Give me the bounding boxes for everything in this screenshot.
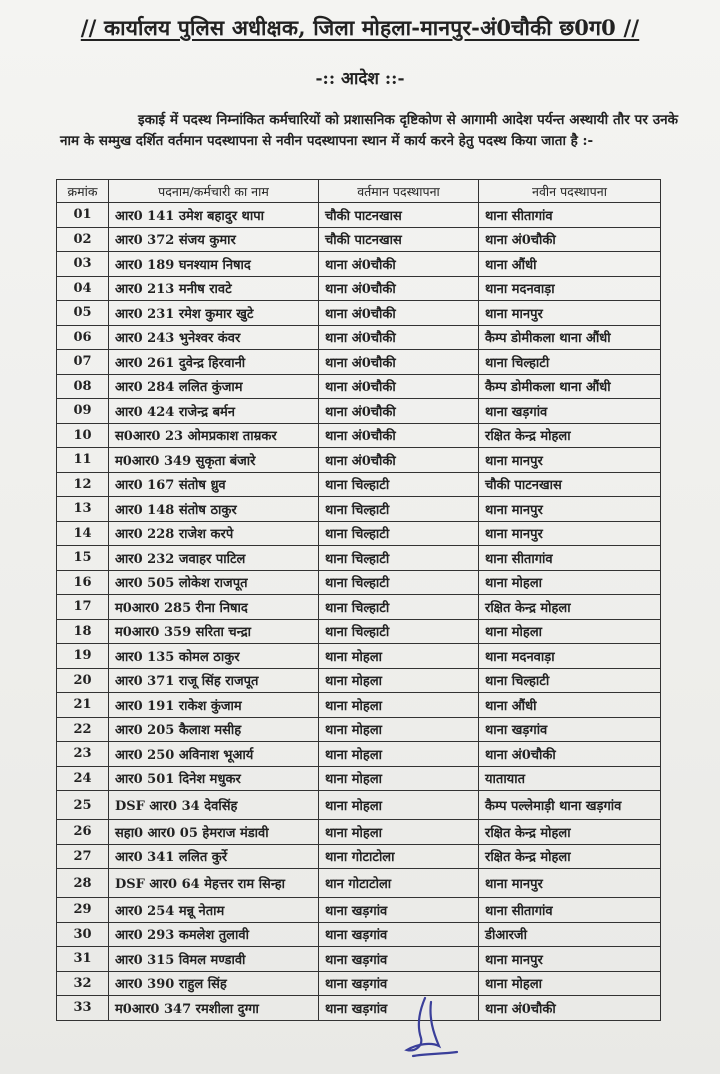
cell-serial: 16 <box>57 570 109 595</box>
cell-name: आर0 148 संतोष ठाकुर <box>109 497 319 522</box>
table-row <box>57 947 661 972</box>
cell-serial: 06 <box>57 325 109 350</box>
cell-current-posting: थाना चिल्हाटी <box>319 546 479 571</box>
cell-current-posting: थाना खड़गांव <box>319 947 479 972</box>
cell-new-posting: थाना अं0चौकी <box>479 996 661 1021</box>
cell-current-posting: थाना खड़गांव <box>319 971 479 996</box>
table-row <box>57 374 661 399</box>
cell-new-posting: थाना मानपुर <box>479 301 661 326</box>
cell-new-posting: थाना मानपुर <box>479 448 661 473</box>
cell-name: आर0 424 राजेन्द्र बर्मन <box>109 399 319 424</box>
table-row <box>57 742 661 767</box>
table-row <box>57 448 661 473</box>
intro-paragraph: इकाई में पदस्थ निम्नांकित कर्मचारियों को प्रशासनिक दृष्टिकोण से आगामी आदेश पर्यन्त अस्थायी तौर पर उनके नाम के सम्मुख दर्शित वर्तमान पदस्थापना से नवीन पदस्थापना स्थान में कार्य करने हेतु पदस्थ किया जाता है :- <box>60 112 678 149</box>
table-row <box>57 570 661 595</box>
cell-serial: 18 <box>57 619 109 644</box>
cell-name: आर0 372 संजय कुमार <box>109 227 319 252</box>
cell-name: आर0 250 अविनाश भूआर्य <box>109 742 319 767</box>
cell-current-posting: थाना अं0चौकी <box>319 448 479 473</box>
cell-name: आर0 254 मन्नू नेताम <box>109 898 319 923</box>
table-row <box>57 922 661 947</box>
cell-current-posting: थाना अं0चौकी <box>319 301 479 326</box>
cell-serial: 33 <box>57 996 109 1021</box>
table-row <box>57 276 661 301</box>
cell-current-posting: चौकी पाटनखास <box>319 227 479 252</box>
cell-serial: 25 <box>57 791 109 820</box>
cell-current-posting: थाना मोहला <box>319 644 479 669</box>
cell-current-posting: थाना मोहला <box>319 717 479 742</box>
cell-new-posting: यातायात <box>479 766 661 791</box>
table-row <box>57 399 661 424</box>
cell-serial: 19 <box>57 644 109 669</box>
cell-name: आर0 315 विमल मण्डावी <box>109 947 319 972</box>
cell-serial: 21 <box>57 693 109 718</box>
table-row <box>57 996 661 1021</box>
cell-new-posting: थाना खड़गांव <box>479 717 661 742</box>
cell-current-posting: थाना मोहला <box>319 820 479 845</box>
cell-current-posting: थाना चिल्हाटी <box>319 497 479 522</box>
cell-new-posting: थाना चिल्हाटी <box>479 350 661 375</box>
cell-serial: 17 <box>57 595 109 620</box>
cell-name: आर0 505 लोकेश राजपूत <box>109 570 319 595</box>
cell-name: आर0 341 ललित कुर्रे <box>109 844 319 869</box>
cell-current-posting: थाना खड़गांव <box>319 898 479 923</box>
cell-name: आर0 213 मनीष रावटे <box>109 276 319 301</box>
cell-new-posting: थाना सीतागांव <box>479 898 661 923</box>
cell-name: आर0 243 भुनेश्वर कंवर <box>109 325 319 350</box>
cell-name: आर0 191 राकेश कुंजाम <box>109 693 319 718</box>
cell-serial: 27 <box>57 844 109 869</box>
table-row <box>57 717 661 742</box>
table-row <box>57 766 661 791</box>
cell-current-posting: थाना मोहला <box>319 742 479 767</box>
cell-name: DSF आर0 64 मेहत्तर राम सिन्हा <box>109 869 319 898</box>
cell-serial: 31 <box>57 947 109 972</box>
cell-name: म0आर0 347 रमशीला दुग्गा <box>109 996 319 1021</box>
cell-name: आर0 141 उमेश बहादुर थापा <box>109 203 319 228</box>
cell-current-posting: थाना गोटाटोला <box>319 844 479 869</box>
cell-current-posting: थान गोटाटोला <box>319 869 479 898</box>
cell-serial: 13 <box>57 497 109 522</box>
cell-current-posting: थाना अं0चौकी <box>319 325 479 350</box>
cell-current-posting: थाना चिल्हाटी <box>319 472 479 497</box>
cell-serial: 23 <box>57 742 109 767</box>
cell-serial: 32 <box>57 971 109 996</box>
header-serial: क्रमांक <box>57 180 109 203</box>
table-row <box>57 546 661 571</box>
cell-current-posting: थाना चिल्हाटी <box>319 619 479 644</box>
table-header-row <box>57 180 661 203</box>
cell-current-posting: थाना मोहला <box>319 766 479 791</box>
cell-current-posting: चौकी पाटनखास <box>319 203 479 228</box>
table-row <box>57 203 661 228</box>
cell-current-posting: थाना अं0चौकी <box>319 276 479 301</box>
table-row <box>57 693 661 718</box>
order-title: -:: आदेश ::- <box>315 69 405 89</box>
table-row <box>57 844 661 869</box>
cell-new-posting: रक्षित केन्द्र मोहला <box>479 595 661 620</box>
cell-serial: 04 <box>57 276 109 301</box>
cell-name: आर0 231 रमेश कुमार खुटे <box>109 301 319 326</box>
cell-name: आर0 371 राजू सिंह राजपूत <box>109 668 319 693</box>
cell-new-posting: थाना मानपुर <box>479 521 661 546</box>
table-row <box>57 595 661 620</box>
cell-new-posting: थाना मानपुर <box>479 869 661 898</box>
cell-new-posting: थाना मदनवाड़ा <box>479 276 661 301</box>
cell-name: आर0 293 कमलेश तुलावी <box>109 922 319 947</box>
cell-serial: 30 <box>57 922 109 947</box>
cell-new-posting: रक्षित केन्द्र मोहला <box>479 844 661 869</box>
cell-serial: 09 <box>57 399 109 424</box>
cell-name: आर0 167 संतोष ध्रुव <box>109 472 319 497</box>
table-row <box>57 252 661 277</box>
table-row <box>57 820 661 845</box>
table-row <box>57 644 661 669</box>
cell-serial: 08 <box>57 374 109 399</box>
cell-name: आर0 189 घनश्याम निषाद <box>109 252 319 277</box>
table-row <box>57 227 661 252</box>
cell-serial: 07 <box>57 350 109 375</box>
cell-new-posting: थाना सीतागांव <box>479 546 661 571</box>
table-row <box>57 619 661 644</box>
cell-serial: 15 <box>57 546 109 571</box>
cell-new-posting: थाना औंधी <box>479 252 661 277</box>
cell-serial: 26 <box>57 820 109 845</box>
transfer-table <box>56 179 661 1021</box>
cell-name: म0आर0 285 रीना निषाद <box>109 595 319 620</box>
cell-serial: 03 <box>57 252 109 277</box>
table-row <box>57 791 661 820</box>
table-row <box>57 472 661 497</box>
cell-serial: 12 <box>57 472 109 497</box>
cell-new-posting: रक्षित केन्द्र मोहला <box>479 423 661 448</box>
table-row <box>57 423 661 448</box>
cell-name: स0आर0 23 ओमप्रकाश ताम्रकर <box>109 423 319 448</box>
cell-new-posting: थाना चिल्हाटी <box>479 668 661 693</box>
cell-serial: 10 <box>57 423 109 448</box>
cell-new-posting: रक्षित केन्द्र मोहला <box>479 820 661 845</box>
cell-name: म0आर0 359 सरिता चन्द्रा <box>109 619 319 644</box>
cell-new-posting: कैम्प पल्लेमाड़ी थाना खड़गांव <box>479 791 661 820</box>
cell-name: DSF आर0 34 देवसिंह <box>109 791 319 820</box>
cell-current-posting: थाना चिल्हाटी <box>319 570 479 595</box>
cell-new-posting: थाना मानपुर <box>479 947 661 972</box>
cell-new-posting: थाना सीतागांव <box>479 203 661 228</box>
cell-new-posting: थाना मानपुर <box>479 497 661 522</box>
cell-current-posting: थाना मोहला <box>319 791 479 820</box>
cell-serial: 24 <box>57 766 109 791</box>
cell-new-posting: थाना मोहला <box>479 619 661 644</box>
cell-new-posting: थाना मोहला <box>479 971 661 996</box>
table-row <box>57 971 661 996</box>
cell-current-posting: थाना अं0चौकी <box>319 374 479 399</box>
table-row <box>57 325 661 350</box>
cell-current-posting: थाना अं0चौकी <box>319 423 479 448</box>
cell-current-posting: थाना चिल्हाटी <box>319 595 479 620</box>
cell-serial: 02 <box>57 227 109 252</box>
cell-current-posting: थाना अं0चौकी <box>319 399 479 424</box>
cell-current-posting: थाना खड़गांव <box>319 996 479 1021</box>
cell-new-posting: थाना अं0चौकी <box>479 742 661 767</box>
cell-name: म0आर0 349 सुकृता बंजारे <box>109 448 319 473</box>
cell-new-posting: चौकी पाटनखास <box>479 472 661 497</box>
cell-current-posting: थाना मोहला <box>319 668 479 693</box>
cell-name: आर0 261 दुवेन्द्र हिरवानी <box>109 350 319 375</box>
office-title: // कार्यालय पुलिस अधीक्षक, जिला मोहला-मानपुर-अं0चौकी छ0ग0 // <box>80 15 640 40</box>
table-row <box>57 869 661 898</box>
cell-name: आर0 205 कैलाश मसीह <box>109 717 319 742</box>
cell-new-posting: थाना मदनवाड़ा <box>479 644 661 669</box>
cell-name: आर0 232 जवाहर पाटिल <box>109 546 319 571</box>
cell-new-posting: कैम्प डोमीकला थाना औंधी <box>479 374 661 399</box>
header-name: पदनाम/कर्मचारी का नाम <box>109 180 319 203</box>
table-row <box>57 521 661 546</box>
table-row <box>57 301 661 326</box>
cell-serial: 11 <box>57 448 109 473</box>
cell-serial: 20 <box>57 668 109 693</box>
signature <box>395 992 465 1062</box>
cell-new-posting: थाना अं0चौकी <box>479 227 661 252</box>
cell-serial: 29 <box>57 898 109 923</box>
cell-new-posting: डीआरजी <box>479 922 661 947</box>
table-row <box>57 497 661 522</box>
cell-name: आर0 501 दिनेश मधुकर <box>109 766 319 791</box>
cell-serial: 01 <box>57 203 109 228</box>
cell-current-posting: थाना अं0चौकी <box>319 252 479 277</box>
cell-new-posting: थाना मोहला <box>479 570 661 595</box>
cell-current-posting: थाना खड़गांव <box>319 922 479 947</box>
cell-current-posting: थाना चिल्हाटी <box>319 521 479 546</box>
cell-serial: 05 <box>57 301 109 326</box>
cell-serial: 22 <box>57 717 109 742</box>
cell-current-posting: थाना अं0चौकी <box>319 350 479 375</box>
cell-name: आर0 135 कोमल ठाकुर <box>109 644 319 669</box>
cell-new-posting: कैम्प डोमीकला थाना औंधी <box>479 325 661 350</box>
header-new-posting: नवीन पदस्थापना <box>479 180 661 203</box>
cell-new-posting: थाना खड़गांव <box>479 399 661 424</box>
cell-new-posting: थाना औंधी <box>479 693 661 718</box>
table-body <box>57 203 661 1021</box>
table-row <box>57 350 661 375</box>
office-header <box>0 14 720 42</box>
cell-serial: 14 <box>57 521 109 546</box>
cell-name: आर0 284 ललित कुंजाम <box>109 374 319 399</box>
cell-name: आर0 228 राजेश करपे <box>109 521 319 546</box>
cell-serial: 28 <box>57 869 109 898</box>
cell-current-posting: थाना मोहला <box>319 693 479 718</box>
cell-name: सहा0 आर0 05 हेमराज मंडावी <box>109 820 319 845</box>
cell-name: आर0 390 राहुल सिंह <box>109 971 319 996</box>
header-current-posting: वर्तमान पदस्थापना <box>319 180 479 203</box>
table-row <box>57 898 661 923</box>
table-row <box>57 668 661 693</box>
